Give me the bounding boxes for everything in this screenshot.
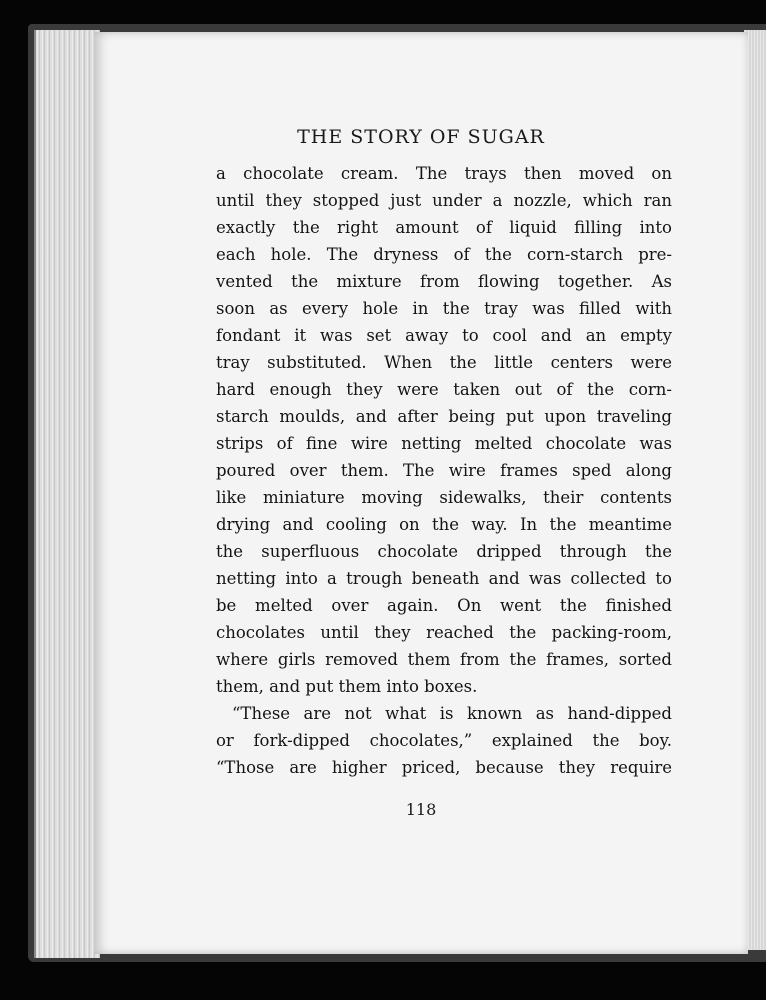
text-line: drying and cooling on the way. In the meantime	[216, 515, 672, 534]
text-line: a chocolate cream. The trays then moved on	[216, 164, 672, 183]
text-line: chocolates until they reached the packing-room,	[216, 623, 672, 642]
text-line: soon as every hole in the tray was filled with	[216, 299, 672, 318]
text-line: vented the mixture from flowing together. As	[216, 272, 672, 291]
running-head: THE STORY OF SUGAR	[297, 126, 545, 148]
body-text	[216, 160, 672, 781]
text-line: “Those are higher priced, because they require	[216, 758, 672, 777]
text-line: strips of fine wire netting melted chocolate was	[216, 434, 672, 453]
page-number: 118	[405, 800, 437, 819]
text-line: fondant it was set away to cool and an empty	[216, 326, 672, 345]
text-line: where girls removed them from the frames, sorted	[216, 650, 672, 669]
text-line: exactly the right amount of liquid filling into	[216, 218, 672, 237]
text-line: tray substituted. When the little centers were	[216, 353, 672, 372]
text-line: be melted over again. On went the finished	[216, 596, 672, 615]
text-line: hard enough they were taken out of the corn-	[216, 380, 672, 399]
text-line: or fork-dipped chocolates,” explained the boy.	[216, 731, 672, 750]
text-line: netting into a trough beneath and was collected to	[216, 569, 672, 588]
page-edges-left	[34, 30, 100, 958]
text-line: the superfluous chocolate dripped through the	[216, 542, 672, 561]
text-line: each hole. The dryness of the corn-starch pre-	[216, 245, 672, 264]
text-line: starch moulds, and after being put upon traveling	[216, 407, 672, 426]
text-line: them, and put them into boxes.	[216, 677, 478, 696]
text-line: poured over them. The wire frames sped along	[216, 461, 672, 480]
text-line: “These are not what is known as hand-dipped	[232, 704, 672, 723]
book-page	[94, 32, 748, 954]
text-line: like miniature moving sidewalks, their contents	[216, 488, 672, 507]
text-line: until they stopped just under a nozzle, which ran	[216, 191, 672, 210]
